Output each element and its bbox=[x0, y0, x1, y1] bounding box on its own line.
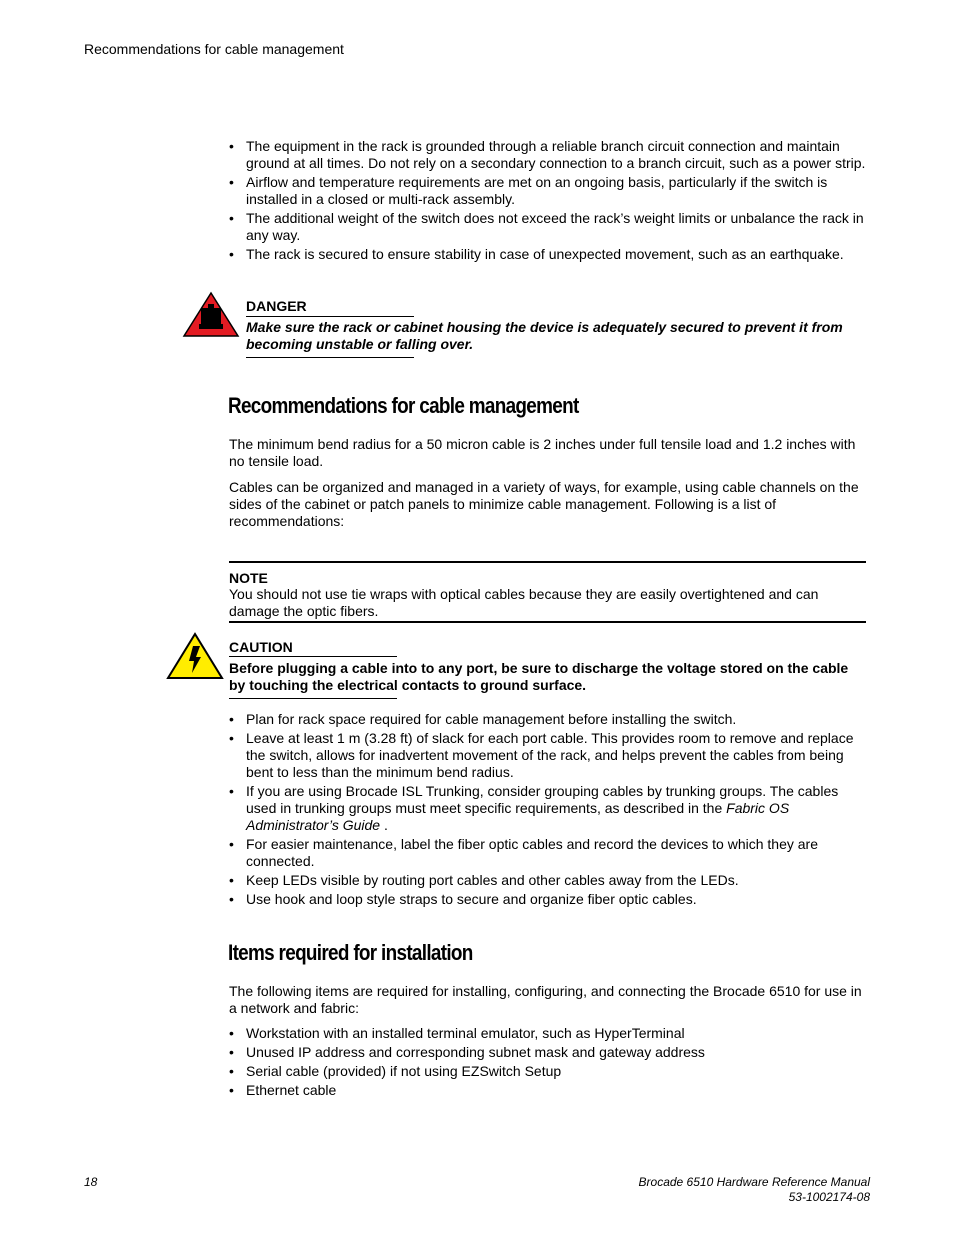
list-item: • The rack is secured to ensure stability in case of unexpected movement, such as an earthquake. bbox=[229, 246, 869, 263]
danger-text: Make sure the rack or cabinet housing the device is adequately secured to prevent it from becoming unstable or falling over. bbox=[246, 319, 843, 352]
page-number: 18 bbox=[84, 1175, 98, 1189]
paragraph: The following items are required for installing, configuring, and connecting the Brocade 6510 for use in a network and fabric: bbox=[229, 983, 862, 1016]
section-heading-items-required: Items required for installation bbox=[228, 940, 473, 965]
list-item: • Ethernet cable bbox=[229, 1082, 869, 1099]
list-item bbox=[229, 783, 859, 834]
cable-recommendations-list bbox=[229, 711, 859, 910]
list-item-text-end: . bbox=[380, 817, 388, 833]
paragraph: The minimum bend radius for a 50 micron cable is 2 inches under full tensile load and 1.2 inches with no tensile load. bbox=[229, 436, 856, 469]
caution-bottom-rule bbox=[229, 698, 397, 699]
footer-manual-title: Brocade 6510 Hardware Reference Manual bbox=[638, 1175, 870, 1189]
paragraph: Cables can be organized and managed in a variety of ways, for example, using cable channels on the sides of the cabinet or patch panels to minimize cable management. Following is a list of recommendations: bbox=[229, 479, 859, 529]
electrical-hazard-icon bbox=[166, 632, 224, 680]
list-item: • Plan for rack space required for cable management before installing the switch. bbox=[229, 711, 859, 728]
list-item: • For easier maintenance, label the fiber optic cables and record the devices to which they are connected. bbox=[229, 836, 859, 870]
footer-doc-number: 53-1002174-08 bbox=[788, 1190, 870, 1204]
danger-bottom-rule bbox=[246, 357, 414, 358]
list-item: • Serial cable (provided) if not using EZSwitch Setup bbox=[229, 1063, 869, 1080]
list-item: • The equipment in the rack is grounded through a reliable branch circuit connection and maintain ground at all times. Do not rely on a secondary connection to a branch circuit, such as a power strip. bbox=[229, 138, 869, 172]
caution-label: CAUTION bbox=[229, 639, 293, 655]
list-item: • Keep LEDs visible by routing port cables and other cables away from the LEDs. bbox=[229, 872, 859, 889]
note-bottom-rule bbox=[229, 621, 866, 623]
list-item-text: If you are using Brocade ISL Trunking, consider grouping cables by trunking groups. The cables used in trunking groups must meet specific requirements, as described in the bbox=[246, 783, 839, 816]
section-heading-cable-management: Recommendations for cable management bbox=[228, 393, 579, 418]
caution-top-rule bbox=[229, 656, 397, 657]
rack-requirements-list bbox=[229, 138, 869, 265]
danger-weight-icon bbox=[182, 291, 240, 338]
note-label: NOTE bbox=[229, 570, 268, 586]
list-item: • The additional weight of the switch does not exceed the rack’s weight limits or unbalance the rack in any way. bbox=[229, 210, 869, 244]
danger-top-rule bbox=[246, 316, 414, 317]
guide-title: Fabric OS Administrator’s Guide bbox=[246, 800, 790, 833]
list-item: • Unused IP address and corresponding subnet mask and gateway address bbox=[229, 1044, 869, 1061]
list-item: • Use hook and loop style straps to secure and organize fiber optic cables. bbox=[229, 891, 859, 908]
items-required-list bbox=[229, 1025, 869, 1101]
danger-label: DANGER bbox=[246, 298, 307, 314]
running-header: Recommendations for cable management bbox=[84, 41, 344, 57]
list-item: • Leave at least 1 m (3.28 ft) of slack for each port cable. This provides room to remove and replace the switch, allows for inadvertent movement of the rack, and helps prevent the cables from being bent to less than the minimum bend radius. bbox=[229, 730, 859, 781]
list-item: • Workstation with an installed terminal emulator, such as HyperTerminal bbox=[229, 1025, 869, 1042]
list-item: • Airflow and temperature requirements are met on an ongoing basis, particularly if the switch is installed in a closed or multi-rack assembly. bbox=[229, 174, 869, 208]
caution-text: Before plugging a cable into to any port, be sure to discharge the voltage stored on the cable by touching the electrical contacts to ground surface. bbox=[229, 660, 849, 693]
note-text: You should not use tie wraps with optical cables because they are easily overtightened and can damage the optic fibers. bbox=[229, 586, 819, 619]
note-top-rule bbox=[229, 561, 866, 563]
